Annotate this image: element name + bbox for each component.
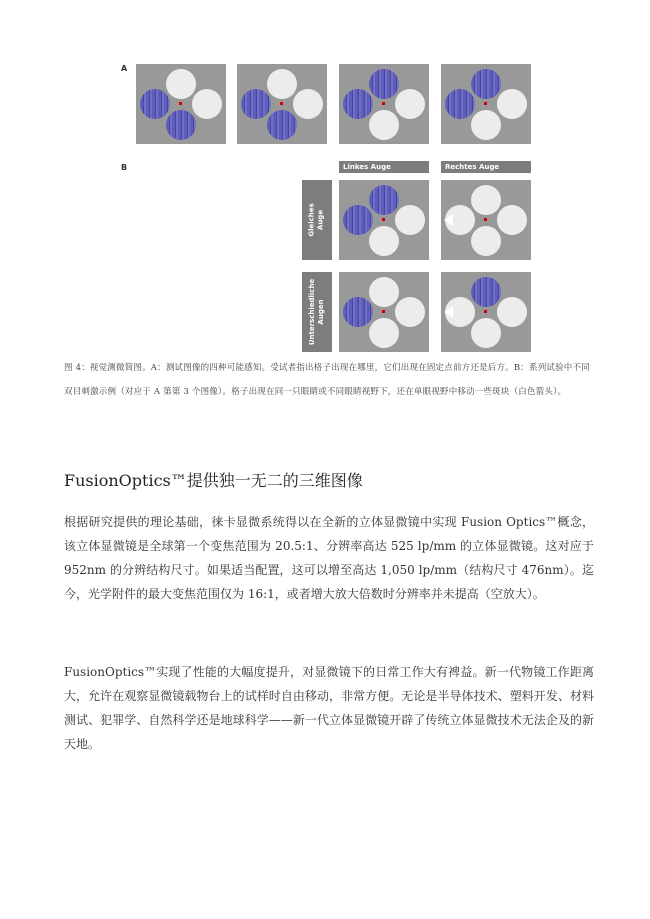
bottom-circle — [471, 110, 501, 140]
paragraph-1: 根据研究提供的理论基础，徕卡显微系统得以在全新的立体显微镜中实现 Fusion Optics™概念，该立体显微镜是全球第一个变焦范围为 20.5:1、分辨率高达 525 lp/mm 的立体显微镜。这对应于 952nm 的分辨结构尺寸。如果适当配置，这可以增至高达 1,050 lp/mm（结构尺寸 476nm）。迄今，光学附件的最大变焦范围仅为 16:1，或者增大放大倍数时分辨率并未提高（空放大）。 — [64, 515, 594, 601]
figure-b-same-left — [339, 180, 429, 260]
top-circle-striped — [369, 185, 399, 215]
right-circle — [497, 297, 527, 327]
fixation-dot — [382, 102, 385, 105]
figure-b-same-right — [441, 180, 531, 260]
fixation-dot — [382, 218, 385, 221]
right-circle — [395, 297, 425, 327]
top-circle — [369, 277, 399, 307]
col-header-left-eye: Linkes Auge — [339, 161, 429, 173]
top-circle — [166, 69, 196, 99]
figure-a-panel-1 — [136, 64, 226, 144]
row-header-different-eyes — [302, 272, 332, 352]
paragraph-2: FusionOptics™实现了性能的大幅度提升，对显微镜下的日常工作大有裨益。新一代物镜工作距离大，允许在观察显微镜载物台上的试样时自由移动，非常方便。无论是半导体技术、塑料开发、材料测试、犯罪学、自然科学还是地球科学——新一代立体显微镜开辟了传统立体显微技术无法企及的新天地。 — [64, 665, 594, 751]
left-circle-striped — [241, 89, 271, 119]
right-circle — [192, 89, 222, 119]
bottom-circle — [369, 226, 399, 256]
top-circle-striped — [369, 69, 399, 99]
figure-a-panel-2 — [237, 64, 327, 144]
top-circle-striped — [471, 69, 501, 99]
top-circle-striped — [471, 277, 501, 307]
fixation-dot — [484, 218, 487, 221]
bottom-circle-striped — [166, 110, 196, 140]
figure-label-a: A — [121, 64, 128, 73]
right-circle — [497, 205, 527, 235]
figure-b-different-left — [339, 272, 429, 352]
figure-a-panel-4 — [441, 64, 531, 144]
row-header-same-eye — [302, 180, 332, 260]
row-header-same-eye-label: Gleiches Auge — [308, 203, 325, 237]
fixation-dot — [484, 310, 487, 313]
right-circle — [497, 89, 527, 119]
bottom-circle — [369, 110, 399, 140]
col-header-right-eye: Rechtes Auge — [441, 161, 531, 173]
right-circle — [395, 89, 425, 119]
figure-a-panel-3 — [339, 64, 429, 144]
bottom-circle — [369, 318, 399, 348]
fixation-dot — [382, 310, 385, 313]
bottom-circle — [471, 226, 501, 256]
white-arrow-icon — [444, 214, 453, 226]
left-circle-striped — [140, 89, 170, 119]
top-circle — [267, 69, 297, 99]
bottom-circle-striped — [267, 110, 297, 140]
figure-caption: 图 4：视觉测微简图。A：测试图像的四种可能感知。受试者指出格子出现在哪里，它们出现在固定点前方还是后方。B：系列试验中不同双目刺激示例（对应于 A 第第 3 个图像）。格子出现在同一只眼睛或不同眼睛视野下，还在单眼视野中移动一些斑块（白色箭头）。 — [64, 363, 590, 397]
fixation-dot — [484, 102, 487, 105]
fixation-dot — [280, 102, 283, 105]
fixation-dot — [179, 102, 182, 105]
left-circle-striped — [445, 89, 475, 119]
figure-b-different-right — [441, 272, 531, 352]
right-circle — [293, 89, 323, 119]
left-circle-striped — [343, 89, 373, 119]
white-arrow-icon — [444, 306, 453, 318]
top-circle — [471, 185, 501, 215]
row-header-different-eyes-label: Unterschiedliche Augen — [308, 278, 326, 346]
left-circle-striped — [343, 297, 373, 327]
section-heading: FusionOptics™提供独一无二的三维图像 — [64, 471, 363, 490]
bottom-circle — [471, 318, 501, 348]
right-circle — [395, 205, 425, 235]
figure-label-b: B — [121, 163, 128, 172]
left-circle-striped — [343, 205, 373, 235]
